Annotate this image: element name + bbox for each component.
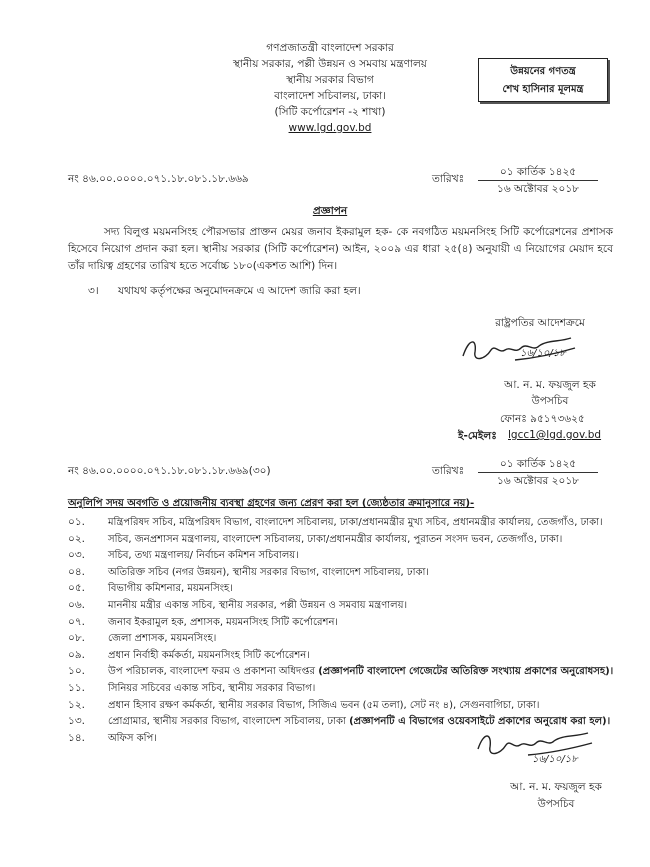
list-item (108, 548, 299, 565)
list-item-number: ০৫. (68, 582, 85, 594)
order-line: রাষ্ট্রপতির আদেশক্রমে (495, 317, 585, 329)
phone-number: ফোনঃ ৯৫১৭৩৬২৫ (500, 413, 585, 425)
list-item-text: জেলা প্রশাসক, ময়মনসিংহ। (108, 633, 217, 644)
list-item-text: মন্ত্রিপরিষদ সচিব, মন্ত্রিপরিষদ বিভাগ, বাংলাদেশ সচিবালয়, ঢাকা/প্রধানমন্ত্রীর মুখ্য সচিব, প্রধানমন্ত্রীর কার্যালয়, তেজগাঁও, ঢাকা। (108, 517, 603, 528)
list-item (108, 532, 562, 549)
list-item (108, 615, 338, 632)
memo-2-number: নং ৪৬.০০.০০০০.০৭১.১৮.০৮১.১৮.৬৬৯(৩০) (68, 465, 271, 477)
govt-name: গণপ্রজাতন্ত্রী বাংলাদেশ সরকার (266, 42, 394, 54)
date-2-label: তারিখঃ (432, 465, 465, 477)
date-2-bengali: ০১ কার্তিক ১৪২৫ (478, 456, 598, 473)
list-item-text: বিভাগীয় কমিশনার, ময়মনসিংহ। (108, 583, 233, 594)
list-item (108, 598, 407, 615)
list-item-number: ০১. (68, 516, 85, 528)
copy-intro: অনুলিপি সদয় অবগতি ও প্রয়োজনীয় ব্যবস্থা গ্রহণের জন্য প্রেরণ করা হল (জ্যেষ্ঠতার ক্রমানুসারে নয়)- (68, 498, 475, 509)
list-item-number: ০২. (68, 533, 85, 545)
memo-2-date (478, 456, 598, 489)
memo-number: নং ৪৬.০০.০০০০.০৭১.১৮.০৮১.১৮.৬৬৯ (68, 173, 249, 185)
list-item-number: ১১. (68, 682, 85, 694)
list-item-text: জনাব ইকরামুল হক, প্রশাসক, ময়মনসিংহ সিটি কর্পোরেশন। (108, 617, 338, 628)
list-item-number: ০৩. (68, 549, 85, 561)
list-item-number: ০৬. (68, 599, 85, 611)
list-item (108, 681, 315, 698)
list-item-text: অতিরিক্ত সচিব (নগর উন্নয়ন), স্থানীয় সরকার বিভাগ, বাংলাদেশ সচিবালয়, ঢাকা। (108, 567, 429, 578)
list-item (108, 581, 233, 598)
email-label: ই-মেইলঃ (458, 430, 497, 442)
signatory-2-name: আ. ন. ম. ফয়জুল হক (510, 781, 602, 793)
list-item-text: সচিব, জনপ্রশাসন মন্ত্রণালয়, বাংলাদেশ সচিবালয়, ঢাকা/প্রধানমন্ত্রীর কার্যালয়, পুরাতন সংসদ ভবন, তেজগাঁও, ঢাকা। (108, 534, 563, 545)
list-item-number: ১২. (68, 699, 85, 711)
list-item-text: অফিস কপি। (108, 733, 157, 744)
list-item-text: সচিব, তথ্য মন্ত্রণালয়/ নির্বাচন কমিশন সচিবালয়। (108, 550, 299, 561)
list-item-text: প্রধান হিসাব রক্ষণ কর্মকর্তা, স্থানীয় সরকার বিভাগ, সিজিএ ভবন (৫ম তলা), সেট নং ৪), সেগুনবাগিচা, ঢাকা। (108, 700, 540, 711)
list-item (108, 515, 603, 532)
signatory-2-designation: উপসচিব (537, 798, 575, 810)
list-item-number: ১৪. (68, 732, 85, 744)
motto-line-1: উন্নয়নের গণতন্ত্র (510, 66, 576, 77)
list-item (108, 565, 429, 582)
para-3-number: ৩। (88, 285, 99, 297)
list-item-number: ০৪. (68, 566, 85, 578)
list-item-number: ০৯. (68, 649, 85, 661)
list-item-note: (প্রজ্ঞাপনটি বাংলাদেশ গেজেটের অতিরিক্ত সংখ্যায় প্রকাশের অনুরোধসহ)। (318, 666, 614, 677)
list-item-number: ১৩. (68, 715, 85, 727)
signatory-name: আ. ন. ম. ফয়জুল হক (504, 379, 596, 391)
list-item (108, 698, 539, 715)
list-item (108, 648, 310, 665)
date-bengali: ০১ কার্তিক ১৪২৫ (478, 164, 598, 181)
body-paragraph-1: সদ্য বিলুপ্ত ময়মনসিংহ পৌরসভার প্রাক্তন মেয়র জনাব ইকরামুল হক- কে নবগঠিত ময়মনসিংহ সিটি কর্পোরেশনের প্রশাসক হিসেবে নিয়োগ প্রদান করা হল। স্থানীয় সরকার (সিটি কর্পোরেশন) আইন, ২০০৯ এর ধারা ২৫(৪) অনুযায়ী এ নিয়োগের মেয়াদ হবে তাঁর দায়িত্ব গ্রহণের তারিখ হতে সর্বোচ্চ ১৮০(একশত আশি) দিন। (68, 226, 613, 272)
list-item (108, 731, 157, 748)
office-address: বাংলাদেশ সচিবালয়, ঢাকা। (274, 90, 386, 102)
motto-box (478, 58, 608, 102)
motto-line-2: শেখ হাসিনার মূলমন্ত্র (502, 84, 584, 95)
list-item-text: সিনিয়র সচিবের একান্ত সচিব, স্থানীয় সরকার বিভাগ। (108, 683, 316, 694)
list-item-number: ১০. (68, 665, 85, 677)
page-title: প্রজ্ঞাপন (312, 205, 348, 217)
date-english: ১৬ অক্টোবর ২০১৮ (497, 183, 579, 195)
branch-name: (সিটি কর্পোরেশন -২ শাখা) (274, 106, 386, 118)
signature-2-date: ১৬/১০/১৮ (532, 754, 578, 765)
date-2-english: ১৬ অক্টোবর ২০১৮ (497, 475, 579, 487)
email-link[interactable]: lgcc1@lgd.gov.bd (508, 429, 602, 441)
website-link[interactable]: www.lgd.gov.bd (288, 122, 372, 134)
ministry-name: স্থানীয় সরকার, পল্লী উন্নয়ন ও সমবায় মন্ত্রণালয় (232, 58, 427, 70)
list-item-text: মাননীয় মন্ত্রীর একান্ত সচিব, স্থানীয় সরকার, পল্লী উন্নয়ন ও সমবায় মন্ত্রণালয়। (108, 600, 408, 611)
list-item-number: ০৭. (68, 616, 85, 628)
body-paragraph-3: যথাযথ কর্তৃপক্ষের অনুমোদনক্রমে এ আদেশ জারি করা হল। (118, 285, 361, 297)
list-item-text: উপ পরিচালক, বাংলাদেশ ফরম ও প্রকাশনা অধিদপ্তর (108, 666, 319, 677)
signature-1-date: ১৬/১০/১৮ (520, 348, 566, 359)
division-name: স্থানীয় সরকার বিভাগ (286, 74, 374, 86)
list-item-note: (প্রজ্ঞাপনটি এ বিভাগের ওয়েবসাইটে প্রকাশের অনুরোধ করা হল)। (349, 716, 611, 727)
signatory-designation: উপসচিব (531, 395, 569, 407)
list-item-number: ০৮. (68, 632, 85, 644)
list-item-text: প্রোগ্রামার, স্থানীয় সরকার বিভাগ, বাংলাদেশ সচিবালয়, ঢাকা (108, 716, 350, 727)
memo-date (478, 164, 598, 197)
list-item-text: প্রধান নির্বাহী কর্মকর্তা, ময়মনসিংহ সিটি কর্পোরেশন। (108, 650, 310, 661)
date-label: তারিখঃ (432, 173, 465, 185)
list-item (108, 631, 216, 648)
list-item (108, 664, 613, 681)
